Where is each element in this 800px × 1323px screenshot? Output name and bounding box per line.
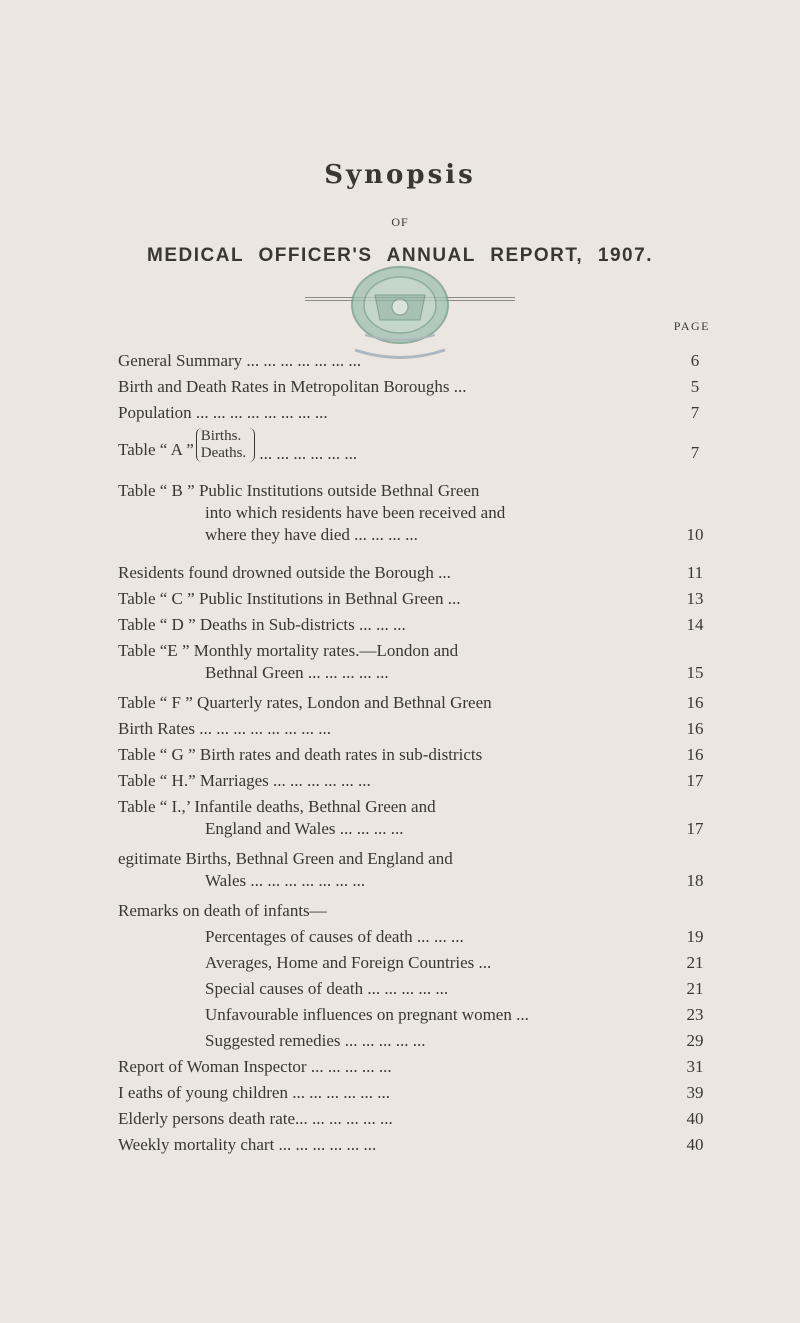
toc-entry [118, 1030, 710, 1052]
leader-dots: ... ... ... ... ... [309, 1083, 390, 1102]
page-number: 14 [686, 615, 704, 634]
brace-item: Deaths. [200, 445, 247, 461]
leader-dots: ... ... ... [359, 615, 406, 634]
page-column-header: PAGE [673, 319, 710, 333]
page-title: Synopsis [324, 160, 476, 190]
toc-entry [118, 848, 710, 892]
toc-entry [118, 1134, 710, 1156]
page-number: 10 [686, 525, 704, 544]
toc-entry [118, 350, 710, 372]
entry-text: Table “ G ” Birth rates and death rates in sub-districts [118, 745, 483, 764]
toc-entry [118, 978, 710, 1000]
entry-text: Residents found drowned outside the Borough [118, 563, 434, 582]
entry-text: Suggested remedies [205, 1031, 341, 1050]
page-number: 15 [686, 663, 704, 682]
toc-entry [118, 1004, 710, 1026]
leader-dots: ... ... ... ... ... [367, 979, 449, 998]
entry-text: Table “ A ” [118, 439, 194, 459]
entry-text: Birth and Death Rates in Metropolitan Boroughs [118, 377, 450, 396]
entry-text-line: Table “ B ” Public Institutions outside Bethnal Green [118, 481, 480, 500]
toc-entry [118, 428, 710, 464]
page-number: 16 [686, 745, 704, 764]
leader-dots: ... ... ... ... ... [307, 663, 389, 682]
page-number: 11 [686, 563, 704, 582]
toc-entry [118, 692, 710, 714]
report-subtitle: MEDICAL OFFICER'S ANNUAL REPORT, 1907. [147, 245, 653, 266]
page-number: 6 [690, 351, 700, 370]
toc-entry [118, 1108, 710, 1130]
entry-text: Report of Woman Inspector [118, 1057, 307, 1076]
toc-entry [118, 562, 710, 584]
page-number: 40 [686, 1109, 704, 1128]
toc-entry [118, 588, 710, 610]
page-number: 21 [686, 979, 704, 998]
toc-entry [118, 1082, 710, 1104]
leader-dots: ... ... ... ... ... ... ... [250, 871, 366, 890]
entry-text-line: into which residents have been received and [205, 503, 506, 522]
page-number: 13 [686, 589, 704, 608]
entry-text: Percentages of causes of death ... [205, 927, 430, 946]
leader-dots: ... ... ... ... ... [312, 1109, 393, 1128]
leader-dots: ... ... ... ... ... [310, 1057, 392, 1076]
toc-entry [118, 744, 710, 766]
brace-item: Births. [200, 428, 242, 444]
title-connector: OF [391, 215, 409, 229]
leader-dots: ... ... ... ... [339, 819, 404, 838]
entry-text: Table “ C ” Public Institutions in Bethnal Green [118, 589, 444, 608]
leader-dots: ... ... ... ... ... ... [259, 443, 358, 463]
leader-dots: ... ... ... ... ... ... [273, 771, 371, 790]
leader-dots: ... [447, 589, 461, 608]
page-number: 21 [686, 953, 704, 972]
page-number: 19 [686, 927, 704, 946]
leader-dots: ... ... ... ... ... [344, 1031, 426, 1050]
toc-entry [118, 614, 710, 636]
page-number: 39 [686, 1083, 704, 1102]
page-number: 31 [686, 1057, 704, 1076]
toc-entry [118, 952, 710, 974]
entry-text: Unfavourable influences on pregnant women [205, 1005, 512, 1024]
leader-dots: ... ... [433, 927, 464, 946]
entry-text-line: Bethnal Green [205, 663, 304, 682]
entry-text: General Summary [118, 351, 243, 370]
entry-text: Elderly persons death rate... [118, 1109, 308, 1128]
entry-text: Table “ D ” Deaths in Sub-districts [118, 615, 355, 634]
page-number: 16 [686, 719, 704, 738]
entry-text-line: Table “ I.,’ Infantile deaths, Bethnal Green and [118, 797, 436, 816]
page-number: 29 [686, 1031, 704, 1050]
page-number: 23 [686, 1005, 704, 1024]
entry-text: Table “ F ” Quarterly rates, London and Bethnal Green [118, 693, 492, 712]
leader-dots: ... [478, 953, 492, 972]
leader-dots: ... [516, 1005, 529, 1024]
leader-dots: ... [453, 377, 467, 396]
leader-dots: ... ... ... ... [354, 525, 418, 544]
leader-dots: ... ... ... ... ... ... ... [246, 351, 362, 370]
page-number: 16 [686, 693, 704, 712]
births-deaths-brace [196, 428, 255, 462]
toc-entry [118, 402, 710, 424]
entry-text-line: Table “E ” Monthly mortality rates.—London and [118, 641, 459, 660]
toc-entry [118, 480, 710, 546]
entry-text: Remarks on death of infants— [118, 901, 327, 920]
entry-text: Birth Rates [118, 719, 195, 738]
toc-entry [118, 718, 710, 740]
entry-text: Table “ H.” Marriages [118, 771, 269, 790]
entry-text: Averages, Home and Foreign Countries [205, 953, 475, 972]
toc-entry [118, 900, 710, 922]
entry-text-line: England and Wales [205, 819, 336, 838]
leader-dots: ... [438, 563, 451, 582]
page-number: 40 [686, 1135, 704, 1154]
entry-text: I eaths of young children ... [118, 1083, 305, 1102]
page-number: 7 [690, 403, 700, 422]
leader-dots: ... ... ... ... ... ... ... ... [195, 403, 328, 422]
toc-entry [118, 640, 710, 684]
page-number: 18 [686, 871, 704, 890]
entry-text: Weekly mortality chart [118, 1135, 275, 1154]
page-number: 5 [690, 377, 700, 396]
toc-entry [118, 926, 710, 948]
entry-text-line: egitimate Births, Bethnal Green and England and [118, 849, 453, 868]
toc-entry [118, 796, 710, 840]
leader-dots: ... ... ... ... ... ... [278, 1135, 377, 1154]
leader-dots: ... ... ... ... ... ... ... ... [199, 719, 331, 738]
entry-text-line: Wales [205, 871, 247, 890]
toc-entry [118, 376, 710, 398]
page-number: 17 [686, 819, 704, 838]
entry-text: Population [118, 403, 192, 422]
toc-entry [118, 770, 710, 792]
toc-entry [118, 1056, 710, 1078]
page-number: 17 [686, 771, 704, 790]
page-number: 7 [690, 443, 700, 462]
entry-text: Special causes of death [205, 979, 364, 998]
entry-text-line: where they have died [205, 525, 350, 544]
